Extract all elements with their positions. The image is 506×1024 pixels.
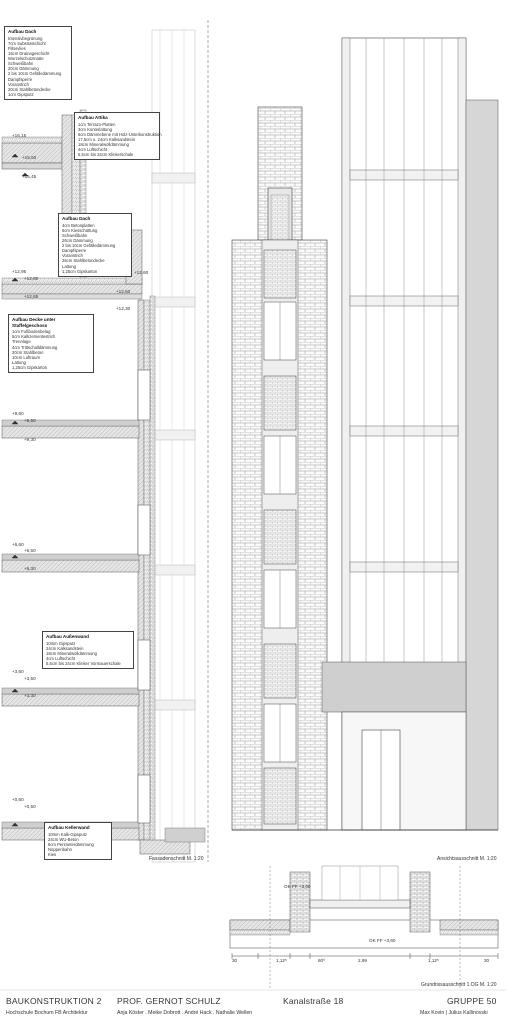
plan-dimension: 2,99 bbox=[358, 958, 367, 963]
annotation-line: 10cm Luftraum bbox=[12, 354, 40, 360]
annotation-dach-upper bbox=[4, 26, 72, 100]
annotation-line: 20cm Stahlbetondecke bbox=[8, 86, 51, 92]
annotation-line: Voranstrich bbox=[8, 81, 29, 87]
level-label: +12,80 bbox=[24, 276, 39, 281]
annotation-line: Intensivbegrünung bbox=[8, 35, 43, 41]
professor-name: PROF. GERNOT SCHULZ bbox=[117, 996, 221, 1006]
team-names: Anja Köster . Meike Dobrott . André Hack . Nathalie Wellen bbox=[117, 1010, 253, 1016]
annotation-line: 5,5cm bis 24cm Klinkerschale bbox=[78, 152, 134, 158]
annotation-line: 4cm Luftschicht bbox=[46, 655, 76, 661]
annotation-line: Kies bbox=[48, 852, 57, 858]
annotation-keller bbox=[44, 822, 112, 860]
level-label: +3,30 bbox=[24, 693, 36, 698]
plan-detail bbox=[230, 866, 498, 990]
plan-dimension: 1,12⁵ bbox=[428, 958, 439, 963]
annotation-line: 24cm WU-Beton bbox=[48, 836, 79, 842]
plan-dimension: 30 bbox=[232, 958, 238, 963]
annotation-line: 7cm Substratschicht bbox=[8, 40, 46, 46]
plan-dimension: 1,12⁵ bbox=[276, 958, 287, 963]
annotation-line: Schweißbahn bbox=[62, 232, 88, 238]
level-label: +6,60 bbox=[12, 542, 24, 547]
annotation-line: 1,25cm Gipskarton bbox=[62, 268, 98, 274]
level-label: +15,45 bbox=[22, 174, 37, 179]
annotation-title: Aufbau Kellerwand bbox=[48, 825, 90, 830]
annotation-decke bbox=[8, 314, 94, 373]
level-label: +9,50 bbox=[24, 418, 36, 423]
caption-plan: Grundrissausschnitt 1.OG M. 1:20 bbox=[421, 982, 497, 988]
level-label: +3,50 bbox=[24, 676, 36, 681]
annotation-line: Schweißbahn bbox=[8, 61, 34, 67]
annotation-line: 1cm Terrazo-Platten bbox=[78, 121, 116, 127]
level-label: +16,15 bbox=[12, 133, 27, 138]
school-name: Hochschule Bochum FB Architektur bbox=[6, 1010, 88, 1016]
annotation-line: 6cm Kiesschüttung bbox=[62, 227, 98, 233]
annotation-line: 24cm Kalksandstein bbox=[46, 645, 84, 651]
level-label: +12,50 bbox=[116, 289, 131, 294]
annotation-line: Lattung bbox=[62, 263, 76, 269]
level-label: +6,30 bbox=[24, 566, 36, 571]
level-label: +3,60 bbox=[12, 669, 24, 674]
annotation-title: Aufbau Attika bbox=[78, 115, 108, 120]
plan-dimension: 60⁰ bbox=[318, 958, 325, 963]
annotation-line: 4cm Trittschalldämmung bbox=[12, 344, 58, 350]
annotation-line: 10mm Kalk-Gipsputz bbox=[48, 831, 87, 837]
annotation-title: Aufbau Außenwand bbox=[46, 634, 89, 639]
group-label: GRUPPE 50 bbox=[447, 996, 497, 1006]
caption-facade-section: Fassadenschnitt M. 1:20 bbox=[149, 856, 204, 862]
annotation-line: 1,25cm Gipskarton bbox=[12, 365, 48, 371]
annotation-line: 5cm Kalkzementestrich bbox=[12, 334, 56, 340]
level-label: +9,60 bbox=[12, 411, 24, 416]
annotation-line: Noppenbahn bbox=[48, 846, 72, 852]
course-title: BAUKONSTRUKTION 2 bbox=[6, 996, 102, 1006]
level-label: +0,50 bbox=[24, 804, 36, 809]
annotation-line: Voranstrich bbox=[62, 253, 83, 259]
annotation-line: 10mm Gipsputz bbox=[46, 640, 76, 646]
annotation-line: Wurzelschutzmatte bbox=[8, 56, 44, 62]
annotation-line: Filtervlies bbox=[8, 45, 26, 51]
plan-level-label: OK FF +3,60 bbox=[284, 884, 311, 889]
annotation-line: 18cm Mineralwolldämmung bbox=[78, 142, 129, 148]
annotation-line: 4cm Luftschicht bbox=[78, 147, 108, 153]
annotation-line: 26cm Stahlbetondecke bbox=[62, 258, 105, 264]
annotation-title: Aufbau Dach bbox=[62, 216, 91, 221]
annotation-line: Dampfsperre bbox=[8, 76, 33, 82]
annotation-line: 15cm Drainageschicht bbox=[8, 50, 50, 56]
annotation-line: 26cm Dämmung bbox=[62, 237, 93, 243]
annotation-attika bbox=[74, 112, 160, 160]
annotation-line: 6cm Dämmebene mit Holz-Unterkonstruktion bbox=[78, 131, 162, 137]
annotation-line: 8cm Perimeterdämmung bbox=[48, 841, 94, 847]
annotation-line: 1cm Fußbodenbelag bbox=[12, 329, 51, 335]
annotation-line: 5,5cm bis 24cm Klinker Vormauerschale bbox=[46, 661, 121, 667]
caption-elevation: Ansichtsausschnitt M. 1:20 bbox=[437, 856, 497, 862]
annotation-line: 17,5cm o. 24cm Kalksandstein bbox=[78, 136, 136, 142]
plan-level-label: OK FF +3,60 bbox=[369, 938, 396, 943]
level-label: +12,30 bbox=[116, 306, 131, 311]
annotation-line: 3cm Konterlattung bbox=[78, 126, 112, 132]
annotation-line: 20cm Stahlbeton bbox=[12, 349, 44, 355]
level-label: +12,60 bbox=[134, 270, 149, 275]
annotation-line: 2 bis 10cm Gefälledämmung bbox=[62, 243, 116, 249]
annotation-line: Trennlage bbox=[12, 339, 31, 345]
level-label: +9,30 bbox=[24, 437, 36, 442]
annotation-line: Lattung bbox=[12, 359, 26, 365]
annotation-line: 18cm Mineralwolldämmung bbox=[46, 650, 97, 656]
level-label: +6,50 bbox=[24, 548, 36, 553]
annotation-line: Dampfsperre bbox=[62, 248, 87, 254]
annotation-dach-staffel bbox=[58, 213, 132, 277]
annotation-line: 20cm Dämmung bbox=[8, 66, 39, 72]
elevation-brick-facade bbox=[232, 38, 498, 830]
title-block bbox=[0, 990, 506, 1024]
project-name: Kanalstraße 18 bbox=[283, 996, 344, 1006]
student-names: Max Kovin | Julius Kallinovski bbox=[420, 1010, 488, 1016]
level-label: +12,95 bbox=[12, 269, 27, 274]
annotation-line: 2 bis 10cm Gefälledämmung bbox=[8, 71, 62, 77]
annotation-line: 4cm Betonplatten bbox=[62, 222, 95, 228]
level-label: +0,60 bbox=[12, 797, 24, 802]
plan-dimension: 30 bbox=[484, 958, 490, 963]
level-label: +15,60 bbox=[22, 155, 37, 160]
annotation-title: Aufbau Dach bbox=[8, 29, 37, 34]
annotation-line: 1cm Gipsputz bbox=[8, 91, 34, 97]
annotation-title: Aufbau Decke unter Staffelgeschoss bbox=[12, 317, 56, 328]
annotation-aussenwand bbox=[42, 631, 134, 669]
level-label: +12,65 bbox=[24, 294, 39, 299]
